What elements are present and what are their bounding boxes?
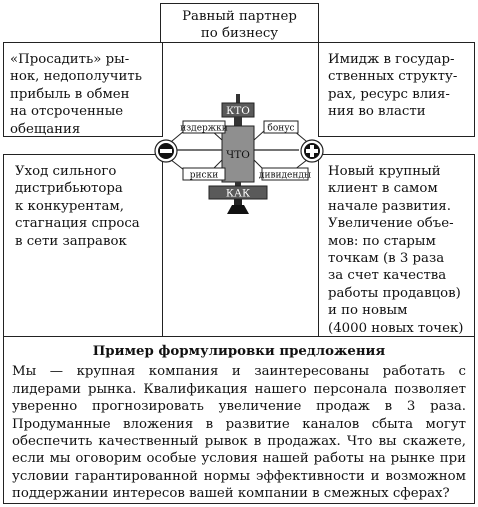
cell-risks-text: Уход сильного дистрибьютора к конкурентам, стагнация спроса в сети заправок — [3, 154, 163, 337]
upper-neck — [234, 117, 242, 126]
risks-label: риски — [189, 170, 219, 181]
center-bonus-line — [254, 131, 264, 140]
example-title: Пример формулировки предложения — [92, 344, 386, 359]
base — [227, 205, 249, 214]
dividends-label: дивиденды — [258, 170, 312, 181]
bonus-label: бонус — [267, 123, 295, 134]
stem — [234, 199, 242, 205]
who-label: КТО — [226, 105, 250, 117]
plus-icon-vbar — [310, 145, 314, 157]
cell-bonus-text: Имидж в государ- ственных структу- рах, ресурс влия- ния во власти — [318, 42, 475, 137]
cell-costs-text: «Просадить» ры- нок, недополучить прибыль в обмен на отсроченные обещания — [3, 42, 163, 137]
what-label: ЧТО — [226, 149, 250, 161]
how-label: КАК — [225, 187, 251, 200]
minus-icon-bar — [160, 149, 172, 153]
cell-equal-partner: Равный партнер по бизнесу — [160, 3, 319, 43]
costs-label: издержки — [180, 123, 228, 134]
example-text: Мы — крупная компания и заинтересованы работать с лидерами рынка. Квалификация нашего персонала позволяет уверенно прогнозировать увеличение продаж в 3 раза. Продуманные вложения в развитие каналов сбыта могут обеспечить качественный рывок в продажах. Что вы скажете, если мы оговорим особые условия нашей работы на рынке при условии гарантированной нормы эффективности и возможном поддержании интересов вашей компании в смежных сферах? — [12, 364, 466, 502]
cell-dividends-text: Новый крупный клиент в самом начале развития. Увеличение объе- мов: по старым точкам (в 3 раза за счет качества работы продавцов) и по новым (4000 новых точек) — [318, 154, 475, 337]
